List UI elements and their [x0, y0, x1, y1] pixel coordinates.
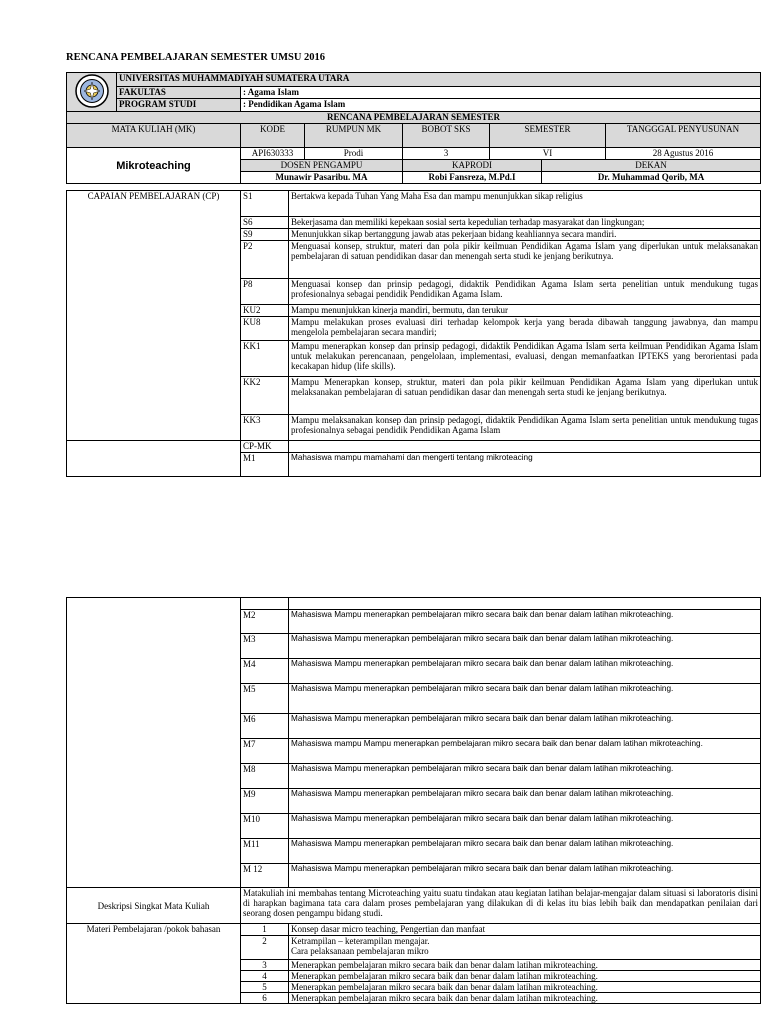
- cpmk-code: M9: [241, 789, 289, 814]
- materi-label: Materi Pembelajaran /pokok bahasan: [67, 924, 241, 1004]
- cp-table: [66, 190, 761, 477]
- umsu-seal-icon: [72, 73, 112, 109]
- cpmk-code: M10: [241, 814, 289, 839]
- col-rumpun: RUMPUN MK: [305, 124, 403, 148]
- cp-code: P2: [241, 241, 289, 279]
- cp-text: Menguasai konsep, struktur, materi dan pola pikir keilmuan Pendidikan Agama Islam yang diperlukan untuk melaksanakan pembelajaran di satuan pendidikan dasar dan menengah serta studi ke jenjang berikutnya.: [289, 241, 761, 279]
- cp-spacer: [67, 453, 241, 477]
- prodi-label: PROGRAM STUDI: [117, 99, 241, 112]
- course-tanggal: 28 Agustus 2016: [606, 148, 761, 160]
- rps-header-table: [66, 72, 761, 184]
- cp-code: S9: [241, 229, 289, 241]
- cp-code: KK3: [241, 415, 289, 441]
- cp-code: KK1: [241, 341, 289, 377]
- cpmk-code: M11: [241, 839, 289, 864]
- materi-text-line1: Ketrampilan – keterampilan mengajar.: [291, 936, 430, 946]
- cpmk-code: M7: [241, 739, 289, 764]
- cp-text: Mampu Menerapkan konsep, struktur, materi dan pola pikir keilmuan Pendidikan Agama Islam yang diperlukan untuk melaksanakan pembelajaran di satuan pendidikan dasar dan menengah serta studi ke jenjang berikutnya.: [289, 377, 761, 415]
- deskripsi-text: Matakuliah ini membahas tentang Microteaching yaitu suatu tindakan atau kegiatan latihan belajar-mengajar dalam situasi si laboratoris disini di harapkan bagimana tata cara dalam proses pembelajaran yang dilakukan di di kelas itu bias lebih baik dan mendapatkan penilaian dari seorang dosen pengampu bidang studi.: [241, 888, 761, 924]
- cpmk-text: Mahasiswa Mampu menerapkan pembelajaran mikro secara baik dan benar dalam latihan mikroteaching.: [289, 864, 761, 888]
- cp-spacer: [67, 441, 241, 453]
- cp-code: KU8: [241, 317, 289, 341]
- materi-no: 4: [241, 971, 289, 982]
- materi-text: Menerapkan pembelajaran mikro secara baik dan benar dalam latihan mikroteaching.: [289, 982, 761, 993]
- materi-text: Konsep dasar micro teaching, Pengertian dan manfaat: [289, 924, 761, 936]
- materi-text: Menerapkan pembelajaran mikro secara baik dan benar dalam latihan mikroteaching.: [289, 993, 761, 1004]
- cpmk-text: Mahasiswa Mampu menerapkan pembelajaran mikro secara baik dan benar dalam latihan mikroteaching.: [289, 610, 761, 634]
- cpmk-code: M2: [241, 610, 289, 634]
- cp-text: Menunjukkan sikap bertanggung jawab atas pekerjaan bidang keahliannya secara mandiri.: [289, 229, 761, 241]
- cpmk-text: Mahasiswa Mampu menerapkan pembelajaran mikro secara baik dan benar dalam latihan mikroteaching.: [289, 684, 761, 714]
- page-title: RENCANA PEMBELAJARAN SEMESTER UMSU 2016: [66, 52, 326, 63]
- col-bobot: BOBOT SKS: [403, 124, 490, 148]
- cpmk-code: M 12: [241, 864, 289, 888]
- dosen-label: DOSEN PENGAMPU: [241, 160, 403, 172]
- cp-code: P8: [241, 279, 289, 305]
- cpmk-code: M5: [241, 684, 289, 714]
- university-logo: [67, 73, 117, 112]
- cpmk-text: Mahasiswa Mampu menerapkan pembelajaran mikro secara baik dan benar dalam latihan mikroteaching.: [289, 764, 761, 789]
- cpmk-top-code: [241, 598, 289, 610]
- cpmk-code: M6: [241, 714, 289, 739]
- materi-no: 1: [241, 924, 289, 936]
- dosen-name: Munawir Pasaribu. MA: [241, 172, 403, 184]
- cp-text: Bekerjasama dan memiliki kepekaan sosial serta kepedulian terhadap masyarakat dan lingkungan;: [289, 217, 761, 229]
- dekan-name: Dr. Muhammad Qorib, MA: [542, 172, 761, 184]
- kaprodi-label: KAPRODI: [403, 160, 542, 172]
- cpmk-text: Mahasiswa mampu Mampu menerapkan pembelajaran mikro secara baik dan benar dalam latihan mikroteaching.: [289, 739, 761, 764]
- cp-code: S1: [241, 191, 289, 217]
- col-kode: KODE: [241, 124, 305, 148]
- cp-code: KU2: [241, 305, 289, 317]
- cpmk-text: Mahasiswa Mampu menerapkan pembelajaran mikro secara baik dan benar dalam latihan mikroteaching.: [289, 714, 761, 739]
- materi-no: 5: [241, 982, 289, 993]
- cp-text: [289, 341, 761, 377]
- col-tanggal: TANGGGAL PENYUSUNAN: [606, 124, 761, 148]
- cpmk-text: Mahasiswa mampu mamahami dan mengerti tentang mikroteacing: [289, 453, 761, 477]
- materi-text: Menerapkan pembelajaran mikro secara baik dan benar dalam latihan mikroteaching.: [289, 960, 761, 971]
- cp-text: Mampu melakukan proses evaluasi diri terhadap kelompok kerja yang berada dibawah tanggung jawabnya, dan mampu mengelola pembelajaran secara mandiri;: [289, 317, 761, 341]
- cpmk-spacer: [289, 441, 761, 453]
- course-name: Mikroteaching: [116, 159, 191, 172]
- cpmk-left-spacer: [67, 598, 241, 888]
- cp-code: KK2: [241, 377, 289, 415]
- cpmk-text: Mahasiswa Mampu menerapkan pembelajaran mikro secara baik dan benar dalam latihan mikroteaching.: [289, 634, 761, 659]
- cpmk-code: M8: [241, 764, 289, 789]
- course-code: API630333: [241, 148, 305, 160]
- cp-text-kk1: Mampu menerapkan konsep dan prinsip pedagogi, didaktik Pendidikan Agama Islam serta keilmuan Pendidikan Agama Islam untuk melakukan perencanaan, pengelolaan, implementasi, evaluasi, dengan memanfaatkan IPTEKS yang berorientasi pada kecakapan hidup (life skills).: [291, 341, 758, 371]
- cp-text: Bertakwa kepada Tuhan Yang Maha Esa dan mampu menunjukkan sikap religius: [289, 191, 761, 217]
- materi-text: Menerapkan pembelajaran mikro secara baik dan benar dalam latihan mikroteaching.: [289, 971, 761, 982]
- cp-code: S6: [241, 217, 289, 229]
- cpmk-code: M1: [241, 453, 289, 477]
- fakultas-label: FAKULTAS: [117, 86, 241, 99]
- cpmk-table: [66, 597, 761, 1004]
- university-name: UNIVERSITAS MUHAMMADIYAH SUMATERA UTARA: [117, 73, 761, 87]
- cpmk-code: M3: [241, 634, 289, 659]
- cpmk-text: Mahasiswa Mampu menerapkan pembelajaran mikro secara baik dan benar dalam latihan mikroteaching.: [289, 789, 761, 814]
- col-semester: SEMESTER: [490, 124, 606, 148]
- prodi-value: : Pendidikan Agama Islam: [241, 99, 761, 112]
- cp-text: Mampu menunjukkan kinerja mandiri, bermutu, dan terukur: [289, 305, 761, 317]
- dekan-label: DEKAN: [542, 160, 761, 172]
- course-name-cell: [67, 148, 241, 184]
- cpmk-text: Mahasiswa Mampu menerapkan pembelajaran mikro secara baik dan benar dalam latihan mikroteaching.: [289, 839, 761, 864]
- fakultas-value: : Agama Islam: [241, 86, 761, 99]
- materi-no: 2: [241, 936, 289, 960]
- deskripsi-label: Deskripsi Singkat Mata Kuliah: [67, 888, 241, 924]
- course-bobot: 3: [403, 148, 490, 160]
- kaprodi-name: Robi Fansreza, M.Pd.I: [403, 172, 542, 184]
- cp-text: Menguasai konsep dan prinsip pedagogi, didaktik Pendidikan Agama Islam serta penelitian untuk mendukung tugas profesionalnya sebagai pendidik Pendidikan Agama Islam.: [289, 279, 761, 305]
- materi-text-line2: Cara pelaksanaan pembelajaran mikro: [291, 946, 429, 956]
- materi-no: 3: [241, 960, 289, 971]
- cp-label: CAPAIAN PEMBELAJARAN (CP): [67, 191, 241, 441]
- cpmk-code: M4: [241, 659, 289, 684]
- col-mata-kuliah: MATA KULIAH (MK): [67, 124, 241, 148]
- cpmk-text: Mahasiswa Mampu menerapkan pembelajaran mikro secara baik dan benar dalam latihan mikroteaching.: [289, 659, 761, 684]
- cpmk-text: Mahasiswa Mampu menerapkan pembelajaran mikro secara baik dan benar dalam latihan mikroteaching.: [289, 814, 761, 839]
- materi-no: 6: [241, 993, 289, 1004]
- rps-title: RENCANA PEMBELAJARAN SEMESTER: [67, 112, 761, 124]
- course-semester: VI: [490, 148, 606, 160]
- materi-text: [289, 936, 761, 960]
- cpmk-label: CP-MK: [241, 441, 289, 453]
- cpmk-top-text: [289, 598, 761, 610]
- cp-text: Mampu melaksanakan konsep dan prinsip pedagogi, didaktik Pendidikan Agama Islam serta penelitian untuk mendukung tugas profesionalnya sebagai pendidik Pendidikan Agama Islam: [289, 415, 761, 441]
- course-rumpun: Prodi: [305, 148, 403, 160]
